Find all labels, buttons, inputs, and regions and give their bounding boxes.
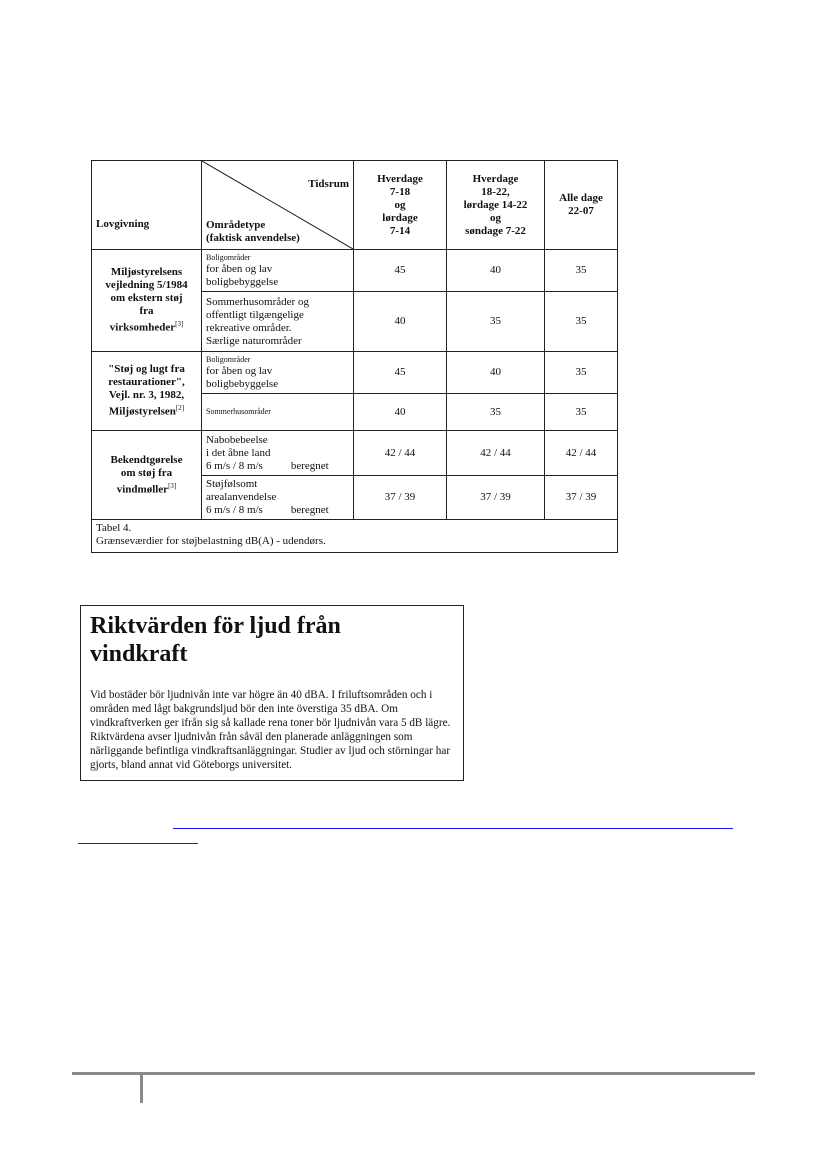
area-sommerhusomrader: Sommerhusområder og offentligt tilgængelige rekreative områder. Særlige naturområder — [202, 292, 354, 352]
value-cell: 40 — [354, 394, 447, 431]
area-nabobebeelse: Nabobebeelse i det åbne land 6 m/s / 8 m/s beregnet — [202, 431, 354, 476]
value-cell: 37 / 39 — [545, 476, 618, 520]
footer-rule — [72, 1072, 755, 1075]
header-lovgivning: Lovgivning — [92, 161, 202, 250]
value-cell: 35 — [545, 352, 618, 394]
header-period-2: Hverdage 18-22, lørdage 14-22 og søndage 7-22 — [447, 161, 545, 250]
footer-page-separator — [140, 1075, 143, 1103]
header-omradetype: Områdetype (faktisk anvendelse) — [206, 219, 300, 244]
value-cell: 37 / 39 — [447, 476, 545, 520]
info-box — [80, 605, 464, 781]
table-caption: Tabel 4. Grænseværdier for støjbelastning dB(A) - udendørs. — [92, 520, 618, 553]
value-cell: 37 / 39 — [354, 476, 447, 520]
value-cell: 45 — [354, 250, 447, 292]
value-cell: 40 — [354, 292, 447, 352]
hyperlink-underline[interactable] — [78, 843, 198, 844]
value-cell: 42 / 44 — [354, 431, 447, 476]
area-boligomrader: Boligområder for åben og lav boligbebyggelse — [202, 352, 354, 394]
value-cell: 35 — [447, 394, 545, 431]
law-vindmoller: Bekendtgørelse om støj fra vindmøller[3] — [92, 431, 202, 520]
value-cell: 35 — [545, 250, 618, 292]
hyperlink-underline[interactable] — [173, 828, 733, 829]
value-cell: 42 / 44 — [447, 431, 545, 476]
info-box-title: Riktvärden för ljud från vindkraft — [90, 613, 341, 667]
header-period-1: Hverdage 7-18 og lørdage 7-14 — [354, 161, 447, 250]
value-cell: 45 — [354, 352, 447, 394]
value-cell: 42 / 44 — [545, 431, 618, 476]
value-cell: 40 — [447, 352, 545, 394]
law-miljostyrelsen-1984: Miljøstyrelsens vejledning 5/1984 om ekstern støj fra virksomheder[3] — [92, 250, 202, 352]
value-cell: 35 — [545, 394, 618, 431]
area-sommerhusomrader: Sommerhusområder — [202, 394, 354, 431]
area-boligomrader: Boligområder for åben og lav boligbebyggelse — [202, 250, 354, 292]
header-diagonal-cell — [202, 161, 354, 250]
value-cell: 35 — [545, 292, 618, 352]
header-period-3: Alle dage 22-07 — [545, 161, 618, 250]
value-cell: 35 — [447, 292, 545, 352]
noise-limits-table — [91, 160, 618, 553]
law-restaurationer-1982: "Støj og lugt fra restaurationer", Vejl. nr. 3, 1982, Miljøstyrelsen[2] — [92, 352, 202, 431]
value-cell: 40 — [447, 250, 545, 292]
info-box-body: Vid bostäder bör ljudnivån inte var högre än 40 dBA. I friluftsområden och i områden med lågt bakgrundsljud bör den inte överstiga 35 dBA. Om vindkraftverken ger ifrån sig så kallade rena toner bör ljudnivån vara 5 dB lägre. Riktvärdena avser ljudnivån från såväl den planerade anläggningen som närliggande befintliga vindkraftsanläggningar. Studier av ljud och störningar har gjorts, bland annat vid Göteborgs universitet. — [90, 689, 451, 771]
header-tidsrum: Tidsrum — [308, 178, 349, 190]
area-stojfolsomt: Støjfølsomt arealanvendelse 6 m/s / 8 m/s beregnet — [202, 476, 354, 520]
